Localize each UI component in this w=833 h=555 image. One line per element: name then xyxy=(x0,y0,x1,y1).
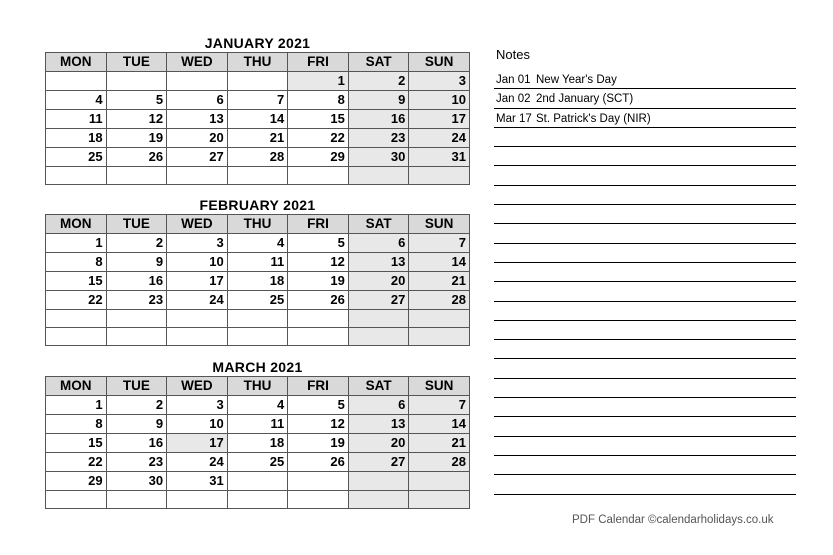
day-cell: 31 xyxy=(409,148,470,167)
day-cell: 9 xyxy=(106,253,167,272)
weekday-header: FRI xyxy=(288,215,349,234)
day-cell: 21 xyxy=(409,272,470,291)
day-cell: 7 xyxy=(409,234,470,253)
week-row xyxy=(46,234,470,253)
day-cell: 17 xyxy=(167,434,228,453)
day-cell: 15 xyxy=(46,272,107,291)
day-cell: 2 xyxy=(348,72,409,91)
weekday-header: WED xyxy=(167,215,228,234)
empty-day-cell xyxy=(409,491,470,509)
day-cell: 31 xyxy=(167,472,228,491)
day-cell: 4 xyxy=(227,396,288,415)
weekday-header: SAT xyxy=(348,53,409,72)
day-cell: 8 xyxy=(46,415,107,434)
day-cell: 30 xyxy=(106,472,167,491)
note-date: Jan 01 xyxy=(496,74,531,86)
empty-day-cell xyxy=(46,72,107,91)
note-text: 2nd January (SCT) xyxy=(536,93,634,106)
day-cell: 25 xyxy=(227,291,288,310)
day-cell: 18 xyxy=(227,272,288,291)
empty-day-cell xyxy=(46,491,107,509)
weekday-header: THU xyxy=(227,53,288,72)
day-cell: 15 xyxy=(288,110,349,129)
month-grid xyxy=(45,52,470,185)
note-line xyxy=(494,456,796,475)
week-row xyxy=(46,129,470,148)
empty-day-cell xyxy=(46,328,107,346)
weekday-header: TUE xyxy=(106,377,167,396)
day-cell: 24 xyxy=(167,291,228,310)
weekday-header: WED xyxy=(167,377,228,396)
day-cell: 16 xyxy=(106,272,167,291)
month-grid xyxy=(45,376,470,509)
day-cell: 27 xyxy=(348,453,409,472)
weekday-header: SUN xyxy=(409,377,470,396)
empty-day-cell xyxy=(288,310,349,328)
month-calendar xyxy=(45,35,470,185)
day-cell: 17 xyxy=(167,272,228,291)
day-cell: 18 xyxy=(227,434,288,453)
empty-day-cell xyxy=(167,167,228,185)
month-grid xyxy=(45,214,470,346)
note-text: St. Patrick's Day (NIR) xyxy=(536,112,651,125)
note-line xyxy=(494,89,796,108)
week-row xyxy=(46,148,470,167)
note-line xyxy=(494,398,796,417)
day-cell: 30 xyxy=(348,148,409,167)
week-row xyxy=(46,253,470,272)
day-cell: 19 xyxy=(106,129,167,148)
day-cell: 17 xyxy=(409,110,470,129)
empty-day-cell xyxy=(348,310,409,328)
weekday-header: MON xyxy=(46,377,107,396)
day-cell: 6 xyxy=(348,234,409,253)
day-cell: 2 xyxy=(106,234,167,253)
empty-day-cell xyxy=(288,167,349,185)
week-row xyxy=(46,453,470,472)
week-row xyxy=(46,328,470,346)
empty-day-cell xyxy=(348,328,409,346)
weekday-header: WED xyxy=(167,53,228,72)
day-cell: 23 xyxy=(106,453,167,472)
day-cell: 26 xyxy=(288,291,349,310)
day-cell: 29 xyxy=(288,148,349,167)
note-line xyxy=(494,282,796,301)
empty-day-cell xyxy=(227,72,288,91)
day-cell: 18 xyxy=(46,129,107,148)
empty-day-cell xyxy=(409,472,470,491)
empty-day-cell xyxy=(348,167,409,185)
empty-day-cell xyxy=(167,491,228,509)
day-cell: 25 xyxy=(227,453,288,472)
note-line xyxy=(494,437,796,456)
day-cell: 3 xyxy=(167,396,228,415)
day-cell: 6 xyxy=(167,91,228,110)
note-line xyxy=(494,321,796,340)
note-date: Jan 02 xyxy=(496,93,531,106)
note-line xyxy=(494,186,796,205)
day-cell: 6 xyxy=(348,396,409,415)
day-cell: 21 xyxy=(227,129,288,148)
note-line xyxy=(494,263,796,282)
day-cell: 1 xyxy=(46,234,107,253)
month-calendar xyxy=(45,197,470,346)
week-row xyxy=(46,110,470,129)
day-cell: 20 xyxy=(348,434,409,453)
weekday-header: TUE xyxy=(106,53,167,72)
week-row xyxy=(46,396,470,415)
day-cell: 22 xyxy=(46,453,107,472)
note-text: New Year's Day xyxy=(536,74,617,86)
week-row xyxy=(46,91,470,110)
day-cell: 13 xyxy=(167,110,228,129)
day-cell: 20 xyxy=(348,272,409,291)
empty-day-cell xyxy=(106,491,167,509)
weekday-header-row xyxy=(46,215,470,234)
weekday-header: SUN xyxy=(409,53,470,72)
notes-title: Notes xyxy=(496,47,530,62)
note-line xyxy=(494,109,796,128)
day-cell: 12 xyxy=(106,110,167,129)
day-cell: 5 xyxy=(288,396,349,415)
weekday-header: MON xyxy=(46,215,107,234)
day-cell: 19 xyxy=(288,434,349,453)
empty-day-cell xyxy=(46,310,107,328)
weekday-header: TUE xyxy=(106,215,167,234)
day-cell: 28 xyxy=(409,291,470,310)
day-cell: 10 xyxy=(167,415,228,434)
note-date: Mar 17 xyxy=(496,112,532,125)
day-cell: 5 xyxy=(106,91,167,110)
day-cell: 11 xyxy=(227,415,288,434)
month-title: JANUARY 2021 xyxy=(204,35,311,51)
day-cell: 14 xyxy=(409,253,470,272)
week-row xyxy=(46,167,470,185)
day-cell: 8 xyxy=(288,91,349,110)
day-cell: 4 xyxy=(227,234,288,253)
note-line xyxy=(494,128,796,147)
day-cell: 28 xyxy=(227,148,288,167)
day-cell: 11 xyxy=(46,110,107,129)
week-row xyxy=(46,310,470,328)
day-cell: 13 xyxy=(348,253,409,272)
week-row xyxy=(46,272,470,291)
day-cell: 19 xyxy=(288,272,349,291)
weekday-header: SAT xyxy=(348,215,409,234)
empty-day-cell xyxy=(227,328,288,346)
day-cell: 10 xyxy=(409,91,470,110)
day-cell: 9 xyxy=(106,415,167,434)
month-calendar xyxy=(45,359,470,509)
weekday-header: SUN xyxy=(409,215,470,234)
day-cell: 28 xyxy=(409,453,470,472)
weekday-header: FRI xyxy=(288,53,349,72)
note-line xyxy=(494,147,796,166)
note-line xyxy=(494,70,796,89)
weekday-header: MON xyxy=(46,53,107,72)
empty-day-cell xyxy=(227,310,288,328)
note-line xyxy=(494,302,796,321)
note-line xyxy=(494,340,796,359)
day-cell: 9 xyxy=(348,91,409,110)
notes-lines xyxy=(494,70,796,495)
empty-day-cell xyxy=(106,72,167,91)
week-row xyxy=(46,472,470,491)
note-line xyxy=(494,379,796,398)
empty-day-cell xyxy=(167,328,228,346)
weekday-header: THU xyxy=(227,215,288,234)
empty-day-cell xyxy=(46,167,107,185)
month-title: MARCH 2021 xyxy=(212,359,303,375)
empty-day-cell xyxy=(288,491,349,509)
day-cell: 22 xyxy=(46,291,107,310)
day-cell: 27 xyxy=(167,148,228,167)
day-cell: 7 xyxy=(227,91,288,110)
day-cell: 27 xyxy=(348,291,409,310)
day-cell: 26 xyxy=(106,148,167,167)
footer-credit: PDF Calendar ©calendarholidays.co.uk xyxy=(572,514,774,526)
day-cell: 12 xyxy=(288,253,349,272)
weekday-header-row xyxy=(46,53,470,72)
day-cell: 3 xyxy=(167,234,228,253)
day-cell: 29 xyxy=(46,472,107,491)
day-cell: 16 xyxy=(348,110,409,129)
note-line xyxy=(494,205,796,224)
note-line xyxy=(494,244,796,263)
day-cell: 24 xyxy=(409,129,470,148)
day-cell: 16 xyxy=(106,434,167,453)
day-cell: 1 xyxy=(46,396,107,415)
empty-day-cell xyxy=(348,472,409,491)
day-cell: 1 xyxy=(288,72,349,91)
day-cell: 23 xyxy=(106,291,167,310)
weekday-header: THU xyxy=(227,377,288,396)
empty-day-cell xyxy=(409,167,470,185)
day-cell: 3 xyxy=(409,72,470,91)
day-cell: 10 xyxy=(167,253,228,272)
weekday-header: FRI xyxy=(288,377,349,396)
day-cell: 25 xyxy=(46,148,107,167)
empty-day-cell xyxy=(288,472,349,491)
empty-day-cell xyxy=(409,310,470,328)
empty-day-cell xyxy=(227,472,288,491)
week-row xyxy=(46,415,470,434)
empty-day-cell xyxy=(288,328,349,346)
note-line xyxy=(494,417,796,436)
day-cell: 7 xyxy=(409,396,470,415)
empty-day-cell xyxy=(106,167,167,185)
empty-day-cell xyxy=(409,328,470,346)
day-cell: 8 xyxy=(46,253,107,272)
empty-day-cell xyxy=(227,167,288,185)
day-cell: 23 xyxy=(348,129,409,148)
empty-day-cell xyxy=(167,310,228,328)
note-line xyxy=(494,166,796,185)
note-line xyxy=(494,224,796,243)
day-cell: 5 xyxy=(288,234,349,253)
day-cell: 13 xyxy=(348,415,409,434)
weekday-header: SAT xyxy=(348,377,409,396)
day-cell: 26 xyxy=(288,453,349,472)
weekday-header-row xyxy=(46,377,470,396)
week-row xyxy=(46,491,470,509)
empty-day-cell xyxy=(348,491,409,509)
notes-panel xyxy=(494,40,796,495)
note-line xyxy=(494,359,796,378)
week-row xyxy=(46,434,470,453)
week-row xyxy=(46,72,470,91)
day-cell: 2 xyxy=(106,396,167,415)
empty-day-cell xyxy=(167,72,228,91)
day-cell: 12 xyxy=(288,415,349,434)
empty-day-cell xyxy=(106,328,167,346)
day-cell: 4 xyxy=(46,91,107,110)
day-cell: 11 xyxy=(227,253,288,272)
day-cell: 14 xyxy=(227,110,288,129)
day-cell: 15 xyxy=(46,434,107,453)
day-cell: 14 xyxy=(409,415,470,434)
day-cell: 20 xyxy=(167,129,228,148)
note-line xyxy=(494,475,796,494)
day-cell: 21 xyxy=(409,434,470,453)
empty-day-cell xyxy=(227,491,288,509)
empty-day-cell xyxy=(106,310,167,328)
day-cell: 24 xyxy=(167,453,228,472)
day-cell: 22 xyxy=(288,129,349,148)
week-row xyxy=(46,291,470,310)
month-title: FEBRUARY 2021 xyxy=(199,197,316,213)
